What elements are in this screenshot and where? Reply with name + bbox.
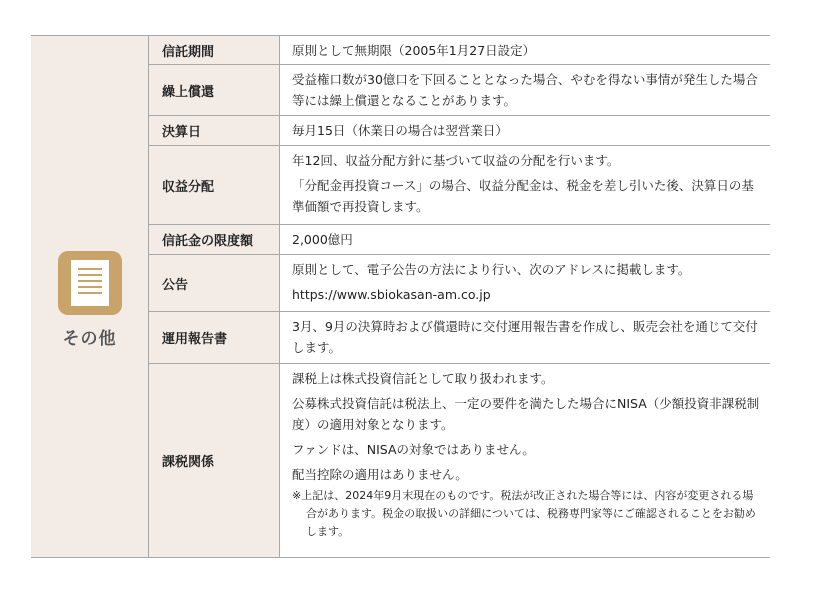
side-category-panel	[31, 36, 149, 557]
row-value	[280, 36, 770, 64]
table-row	[149, 116, 770, 146]
row-value	[280, 225, 770, 254]
table-row	[149, 36, 770, 65]
fund-details-table	[31, 35, 770, 558]
side-category-label: その他	[62, 329, 117, 349]
row-label: 繰上償還	[149, 65, 280, 115]
value-line: 配当控除の適用はありません。	[292, 467, 468, 482]
value-line: 原則として無期限（2005年1月27日設定）	[292, 43, 536, 58]
details-rows	[149, 36, 770, 557]
row-value	[280, 146, 770, 224]
table-row	[149, 312, 770, 364]
document-icon	[58, 251, 122, 315]
value-line: 課税上は株式投資信託として取り扱われます。	[292, 371, 554, 386]
value-line: 公募株式投資信託は税法上、一定の要件を満たした場合にNISA（少額投資非課税制度）の適用対象となります。	[292, 396, 760, 432]
document-page	[71, 260, 109, 306]
row-value	[280, 312, 770, 363]
row-label: 信託期間	[149, 36, 280, 64]
announcement-url: https://www.sbiokasan-am.co.jp	[292, 287, 491, 302]
row-value	[280, 255, 770, 311]
row-value	[280, 364, 770, 557]
value-line: 3月、9月の決算時および償還時に交付運用報告書を作成し、販売会社を通じて交付します。	[292, 319, 758, 355]
value-line: 毎月15日（休業日の場合は翌営業日）	[292, 123, 508, 138]
row-label: 収益分配	[149, 146, 280, 224]
table-row	[149, 65, 770, 116]
table-row	[149, 364, 770, 557]
value-line: 2,000億円	[292, 232, 353, 247]
value-line: 「分配金再投資コース」の場合、収益分配金は、税金を差し引いた後、決算日の基準価額で再投資します。	[292, 178, 754, 214]
value-line: 年12回、収益分配方針に基づいて収益の分配を行います。	[292, 153, 620, 168]
row-value	[280, 65, 770, 115]
footnote: ※上記は、2024年9月末現在のものです。税法が改正された場合等には、内容が変更される場合があります。税金の取扱いの詳細については、税務専門家等にご確認されることをお勧めします。	[292, 489, 756, 538]
row-value	[280, 116, 770, 145]
row-label: 公告	[149, 255, 280, 311]
value-line: 原則として、電子公告の方法により行い、次のアドレスに掲載します。	[292, 262, 691, 277]
value-line: 受益権口数が30億口を下回ることとなった場合、やむを得ない事情が発生した場合等には繰上償還となることがあります。	[292, 72, 758, 108]
table-row	[149, 255, 770, 312]
row-label: 課税関係	[149, 364, 280, 557]
row-label: 信託金の限度額	[149, 225, 280, 254]
table-row	[149, 225, 770, 255]
row-label: 運用報告書	[149, 312, 280, 363]
row-label: 決算日	[149, 116, 280, 145]
value-line: ファンドは、NISAの対象ではありません。	[292, 442, 535, 457]
table-row	[149, 146, 770, 225]
